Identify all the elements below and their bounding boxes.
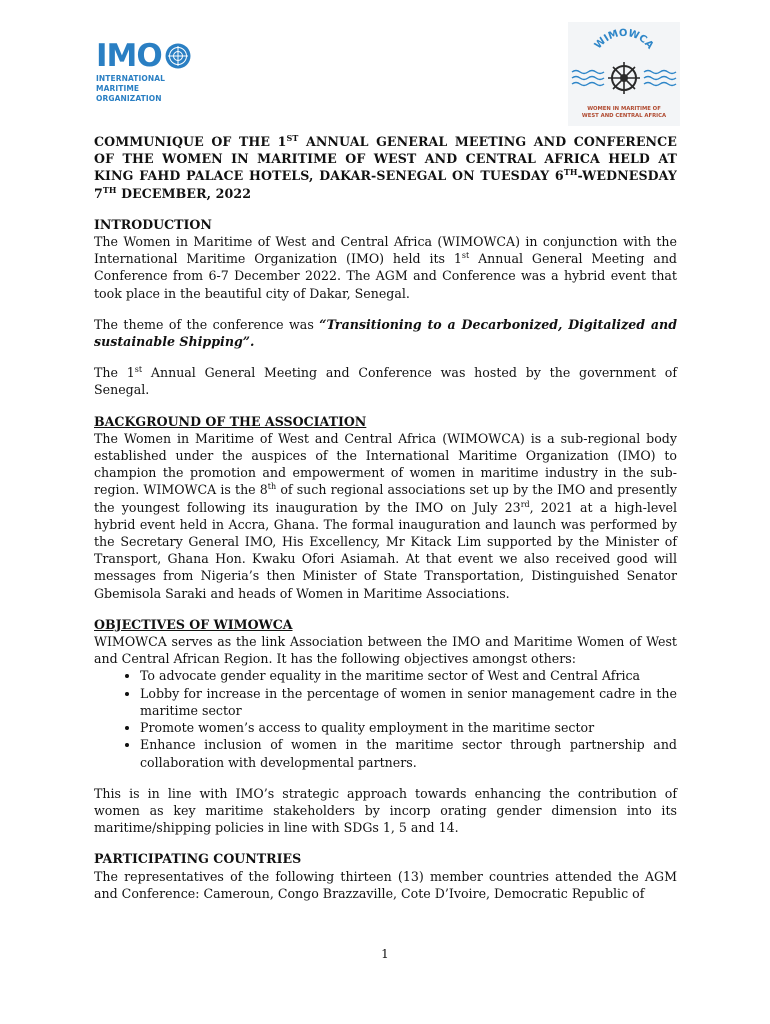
participating-paragraph: The representatives of the following thirteen (13) member countries attended the AGM and Conference: Cameroun, Congo Brazzaville, Cote D’Ivoire, Democratic Republic of bbox=[94, 868, 677, 901]
imo-logo-line-2: MARITIME bbox=[96, 84, 140, 93]
introduction-paragraph: The Women in Maritime of West and Central Africa (WIMOWCA) in conjunction with the International Maritime Organization (IMO) held its 1st Annual General Meeting and Conference from 6-7 December 2022. The AGM and Conference was a hybrid event that took place in the beautiful city of Dakar, Senegal. bbox=[94, 234, 677, 301]
list-item: • Enhance inclusion of women in the maritime sector through partnership and collaboration with developmental partners. bbox=[140, 736, 677, 770]
objectives-closing: This is in line with IMO’s strategic approach towards enhancing the contribution of women as key maritime stakeholders by incorp orating gender dimension into its maritime/shipping policies in line with SDGs 1, 5 and 14. bbox=[94, 785, 677, 836]
background-heading: BACKGROUND OF THE ASSOCIATION bbox=[94, 413, 367, 429]
wimowca-caption-line-1: WOMEN IN MARITIME OF bbox=[587, 106, 661, 112]
un-globe-icon bbox=[164, 42, 192, 70]
imo-logo-letters: IMO bbox=[96, 38, 162, 74]
wimowca-caption-line-2: WEST AND CENTRAL AFRICA bbox=[581, 113, 667, 119]
participating-heading: PARTICIPATING COUNTRIES bbox=[94, 851, 302, 867]
list-item: • Promote women’s access to quality employment in the maritime sector bbox=[140, 719, 677, 736]
wimowca-logo bbox=[568, 22, 680, 126]
imo-logo-line-3: ORGANIZATION bbox=[96, 94, 162, 103]
objectives-list bbox=[94, 667, 677, 770]
theme-paragraph: The theme of the conference was “Transitioning to a Decarbonized, Digitalized and sustainable Shipping”. bbox=[94, 316, 678, 350]
page-number: 1 bbox=[381, 947, 389, 961]
introduction-heading: INTRODUCTION bbox=[94, 216, 212, 232]
list-item: • Lobby for increase in the percentage of women in senior management cadre in the maritime sector bbox=[140, 685, 677, 719]
objectives-heading: OBJECTIVES OF WIMOWCA bbox=[94, 616, 293, 632]
svg-text:WIMOWCA bbox=[593, 28, 656, 52]
document-title: COMMUNIQUE OF THE 1ST ANNUAL GENERAL MEETING AND CONFERENCE OF THE WOMEN IN MARITIME OF WEST AND CENTRAL AFRICA HELD AT KING FAHD PALACE HOTELS, DAKAR-SENEGAL ON TUESDAY 6TH-WEDNESDAY 7TH DECEMBER, 2022 bbox=[94, 132, 677, 201]
wimowca-name: WIMOWCA bbox=[592, 27, 656, 52]
background-paragraph: The Women in Maritime of West and Central Africa (WIMOWCA) is a sub-regional body established under the auspices of the International Maritime Organization (IMO) to champion the promotion and empowerment of women in maritime industry in the sub-region. WIMOWCA is the 8th of such regional associations set up by the IMO and presently the youngest following its inauguration by the IMO on July 23rd, 2021 at a high-level hybrid event held in Accra, Ghana. The formal inauguration and launch was performed by the Secretary General IMO, His Excellency, Mr Kitack Lim supported by the Minister of Transport, Ghana Hon. Kwaku Ofori Asiamah. At that event we also received good will messages from Nigeria’s then Minister of State Transportation, Distinguished Senator Gbemisola Saraki and heads of Women in Maritime Associations. bbox=[94, 430, 678, 601]
document-body bbox=[94, 133, 677, 916]
list-item: • To advocate gender equality in the maritime sector of West and Central Africa bbox=[140, 667, 677, 684]
objectives-intro: WIMOWCA serves as the link Association between the IMO and Maritime Women of West and Central African Region. It has the following objectives amongst others: bbox=[94, 634, 677, 667]
imo-logo bbox=[96, 38, 208, 104]
host-paragraph: The 1st Annual General Meeting and Conference was hosted by the government of Senegal. bbox=[94, 365, 677, 398]
imo-logo-line-1: INTERNATIONAL bbox=[96, 74, 166, 83]
